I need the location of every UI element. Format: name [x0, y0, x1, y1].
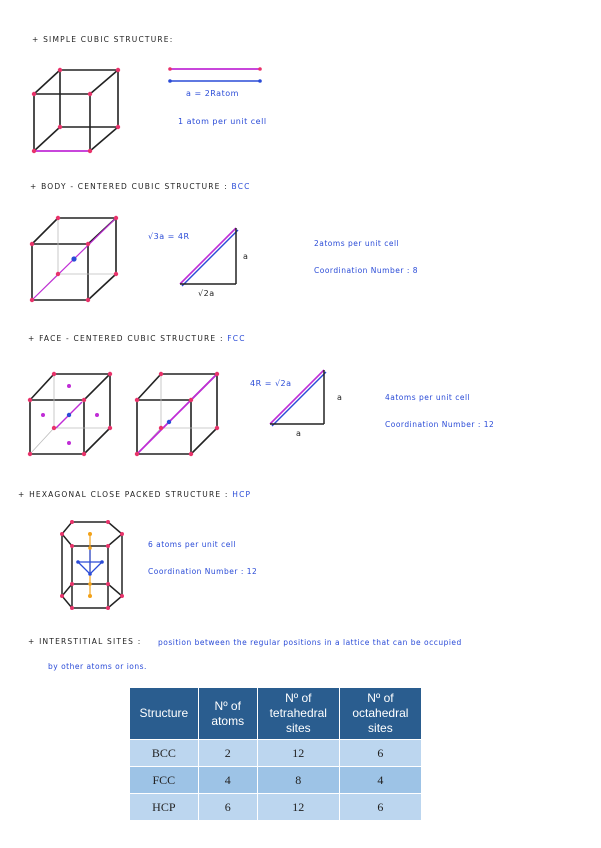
cell-structure: BCC [130, 740, 199, 767]
bcc-abbr: BCC [231, 182, 251, 191]
cell-tetrahedral: 12 [257, 740, 339, 767]
bcc-coordination-note: Coordination Number : 8 [314, 266, 419, 275]
bcc-triangle [176, 226, 249, 292]
header-structure: Structure [130, 688, 199, 740]
hcp-abbr: HCP [232, 490, 252, 499]
cell-octahedral: 6 [339, 794, 421, 821]
fcc-diagram-faces [26, 370, 116, 460]
interstitial-definition-line1: position between the regular positions in a lattice that can be occupied [158, 638, 462, 647]
cell-octahedral: 4 [339, 767, 421, 794]
cell-tetrahedral: 8 [257, 767, 339, 794]
header-atoms: Nº of atoms [198, 688, 257, 740]
header-tetrahedral: Nº of tetrahedral sites [257, 688, 339, 740]
bcc-title [30, 182, 251, 191]
interstitial-definition-line2: by other atoms or ions. [48, 662, 147, 671]
cell-atoms: 2 [198, 740, 257, 767]
interstitial-sites-table [129, 687, 422, 821]
cell-atoms: 4 [198, 767, 257, 794]
table-header-row [130, 688, 422, 740]
simple-cubic-diagram [30, 65, 140, 160]
simple-cubic-formula: a = 2Ratom [186, 89, 239, 98]
header-octahedral: Nº of octahedral sites [339, 688, 421, 740]
fcc-triangle [266, 368, 336, 430]
fcc-atoms-note: 4atoms per unit cell [385, 393, 471, 402]
cell-atoms: 6 [198, 794, 257, 821]
fcc-side-label: a [337, 393, 343, 402]
simple-cubic-atoms-note: 1 atom per unit cell [178, 117, 267, 126]
fcc-coordination-note: Coordination Number : 12 [385, 420, 495, 429]
table-row [130, 794, 422, 821]
bcc-atoms-note: 2atoms per unit cell [314, 239, 400, 248]
fcc-formula: 4R = √2a [250, 379, 292, 388]
fcc-diagram-diagonal [133, 370, 223, 460]
hcp-title [18, 490, 251, 499]
fcc-base-label: a [296, 429, 302, 438]
simple-cubic-title: + SIMPLE CUBIC STRUCTURE: [32, 35, 174, 44]
hcp-diagram [58, 518, 130, 614]
cell-structure: FCC [130, 767, 199, 794]
table-row [130, 767, 422, 794]
cell-tetrahedral: 12 [257, 794, 339, 821]
bcc-formula: √3a = 4R [148, 232, 190, 241]
fcc-abbr: FCC [227, 334, 246, 343]
lattice-parameter-lines [168, 64, 268, 86]
bcc-base-label: √2a [198, 289, 215, 298]
bcc-diagram [28, 214, 128, 306]
cell-structure: HCP [130, 794, 199, 821]
table-row [130, 740, 422, 767]
cell-octahedral: 6 [339, 740, 421, 767]
interstitial-title: + INTERSTITIAL SITES : [28, 637, 142, 646]
fcc-title [28, 334, 246, 343]
bcc-side-label: a [243, 252, 249, 261]
bcc-title-text: + BODY - CENTERED CUBIC STRUCTURE : [30, 182, 228, 191]
hcp-title-text: + HEXAGONAL CLOSE PACKED STRUCTURE : [18, 490, 229, 499]
hcp-coordination-note: Coordination Number : 12 [148, 567, 258, 576]
hcp-atoms-note: 6 atoms per unit cell [148, 540, 237, 549]
fcc-title-text: + FACE - CENTERED CUBIC STRUCTURE : [28, 334, 224, 343]
